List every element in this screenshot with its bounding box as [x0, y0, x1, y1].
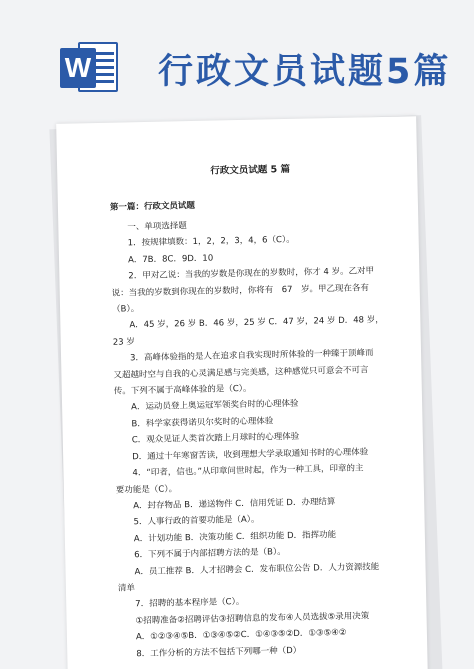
document-line: A．①②③④⑤B．①③④⑤②C．①④③⑤②D．①③⑤④② — [135, 628, 347, 643]
section-title: 第一篇：行政文员试题 — [109, 200, 196, 213]
document-line: A．封存物品 B．递送物件 C．信用凭证 D．办理结算 — [133, 496, 336, 512]
document-line: 说：当我的岁数到你现在的岁数时，你将有 67 岁。甲乙现在各有 — [111, 282, 370, 299]
page-header — [0, 0, 474, 120]
document-line: 7．招聘的基本程序是（C）。 — [135, 597, 245, 610]
document-line: C．观众见证人类首次踏上月球时的心理体验 — [131, 432, 300, 446]
document-title: 行政文员试题 5 篇 — [210, 163, 291, 177]
document-line: 2．甲对乙说：当我的岁数是你现在的岁数时，你才 4 岁。乙对甲 — [128, 266, 375, 282]
document-line: 8．工作分析的方法不包括下列哪一种（D） — [136, 645, 302, 659]
document-line: 4．“印者，信也。”从印章问世时起，作为一种工具，印章的主 — [132, 463, 364, 479]
document-line: 6．下列不属于内部招聘方法的是（B）。 — [134, 547, 286, 561]
document-line: A．7B．8C．9D．10 — [127, 253, 214, 266]
document-line: ①招聘准备②招聘评估③招聘信息的发布④人员选拔⑤录用决策 — [135, 611, 370, 627]
document-line: 23 岁 — [112, 337, 135, 348]
document-lines — [110, 214, 401, 663]
word-document-icon — [60, 40, 122, 96]
document-line: 一、单项选择题 — [127, 221, 187, 233]
document-line: B．科学家获得诺贝尔奖时的心理体验 — [131, 416, 274, 430]
document-line: 传。下列不属于高峰体验的是（C）。 — [113, 383, 252, 397]
document-line: 清单 — [117, 583, 136, 594]
document-line: （B）。 — [111, 304, 140, 315]
document-line: 又超越时空与自我的心灵满足感与完美感，这种感觉只可意会不可言 — [113, 365, 369, 381]
document-line: 3．高峰体验指的是人在追求自我实现时所体验的一种臻于顶峰而 — [130, 348, 374, 364]
document-line: A．计划功能 B．决策功能 C．组织功能 D．指挥功能 — [133, 529, 337, 545]
document-line: A．45 岁，26 岁 B．46 岁，25 岁 C．47 岁，24 岁 D．48 岁， — [129, 315, 384, 331]
page-title: 行政文员试题5篇 — [158, 52, 452, 92]
document-page — [56, 116, 428, 669]
document-line: 1．按规律填数：1，2，2，3，4，6（C）。 — [127, 235, 295, 249]
document-line: A．员工推荐 B．人才招聘会 C．发布职位公告 D．人力资源技能 — [134, 561, 380, 577]
document-line: 5．人事行政的首要功能是（A）。 — [133, 514, 260, 528]
document-content — [109, 159, 401, 663]
word-badge: W — [60, 48, 96, 88]
document-line: 要功能是（C）。 — [115, 483, 178, 496]
document-line: D．通过十年寒窗苦读，收到理想大学录取通知书时的心理体验 — [132, 447, 369, 462]
document-line: A．运动员登上奥运冠军领奖台时的心理体验 — [131, 399, 299, 413]
